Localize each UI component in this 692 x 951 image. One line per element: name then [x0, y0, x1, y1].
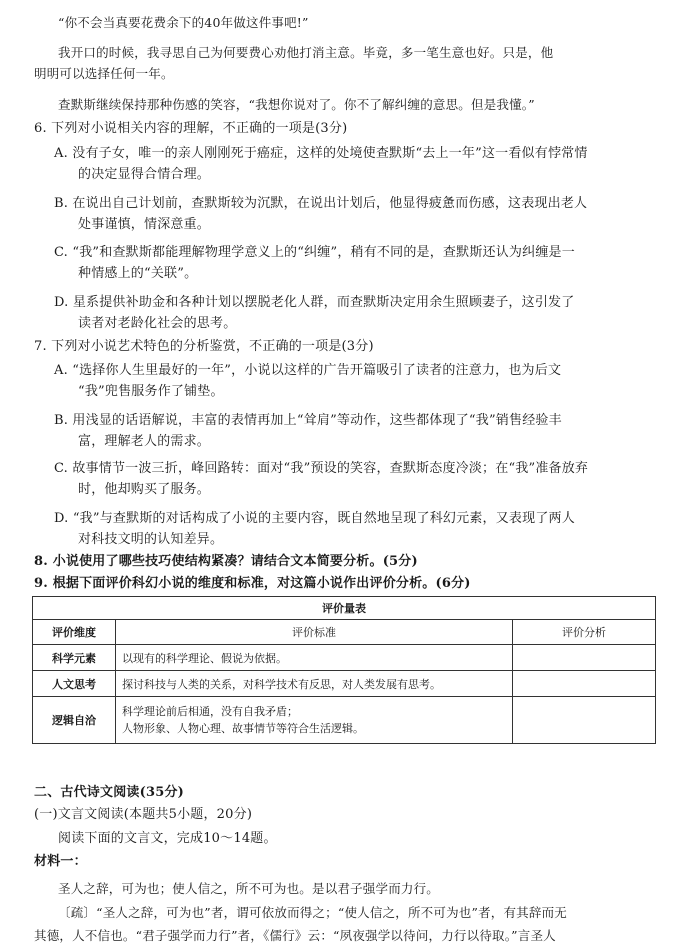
- q7-option-a-cont: “我”兜售服务作了铺垫。: [78, 384, 224, 399]
- q6-option-d-cont: 读者对老龄化社会的思考。: [78, 316, 237, 331]
- rubric-row: [33, 671, 656, 697]
- rubric-standard: 探讨科技与人类的关系，对科学技术有反思，对人类发展有思考。: [116, 671, 513, 697]
- passage-line: “你不会当真要花费余下的40年做这件事吧!”: [58, 15, 309, 30]
- section-2-subtitle: (一)文言文阅读(本题共5小题，20分): [34, 807, 253, 822]
- classical-text-line: 〔疏〕“圣人之辞，可为也”者，谓可依放而得之；“使人信之，所不可为也”者，有其辞而无: [58, 905, 567, 920]
- q6-option-a: A. 没有子女，唯一的亲人刚刚死于癌症，这样的处境使查默斯“去上一年”这一看似有悖常情: [54, 146, 588, 161]
- rubric-dimension: 逻辑自洽: [33, 697, 116, 744]
- question-9: 9. 根据下面评价科幻小说的维度和标准，对这篇小说作出评价分析。(6分): [34, 576, 471, 591]
- q7-option-d-cont: 对科技文明的认知差异。: [78, 532, 224, 547]
- rubric-header-dimension: 评价维度: [33, 620, 116, 645]
- section-2-title: 二、古代诗文阅读(35分): [34, 785, 184, 800]
- question-8: 8. 小说使用了哪些技巧使结构紧凑？请结合文本简要分析。(5分): [34, 554, 418, 569]
- q7-option-b-cont: 富，理解老人的需求。: [78, 434, 211, 449]
- rubric-row: [33, 697, 656, 744]
- q7-option-a: A. “选择你人生里最好的一年”，小说以这样的广告开篇吸引了读者的注意力，也为后文: [54, 363, 562, 378]
- rubric-standard-line: 人物形象、人物心理、故事情节等符合生活逻辑。: [122, 722, 364, 735]
- rubric-standard-multiline: [116, 697, 513, 744]
- q6-option-c-cont: 种情感上的“关联”。: [78, 266, 198, 281]
- material-label: 材料一：: [34, 854, 87, 869]
- q6-option-d: D. 星系提供补助金和各种计划以摆脱老化人群，而查默斯决定用余生照顾妻子，这引发了: [54, 295, 575, 310]
- question-7-stem: 7. 下列对小说艺术特色的分析鉴赏，不正确的一项是(3分): [34, 339, 374, 354]
- q6-option-c: C. “我”和查默斯都能理解物理学意义上的“纠缠”，稍有不同的是，查默斯还认为纠缠是一: [54, 245, 575, 260]
- q6-option-b-cont: 处事谨慎，情深意重。: [78, 217, 211, 232]
- q7-option-b: B. 用浅显的话语解说，丰富的表情再加上“耸肩”等动作，这些都体现了“我”销售经验丰: [54, 413, 562, 428]
- passage-line: 我开口的时候，我寻思自己为何要费心劝他打消主意。毕竟，多一笔生意也好。只是，他: [58, 45, 554, 60]
- section-2-instruction: 阅读下面的文言文，完成10～14题。: [58, 831, 277, 846]
- rubric-analysis-cell[interactable]: [513, 697, 656, 744]
- classical-text-line: 圣人之辞，可为也；使人信之，所不可为也。是以君子强学而力行。: [58, 881, 440, 896]
- rubric-dimension: 人文思考: [33, 671, 116, 697]
- question-6-stem: 6. 下列对小说相关内容的理解，不正确的一项是(3分): [34, 121, 348, 136]
- rubric-standard-line: 科学理论前后相通，没有自我矛盾；: [122, 705, 298, 718]
- classical-text-line: 其德，人不信也。“君子强学而力行”者，《儒行》云：“夙夜强学以待问，力行以待取。”言圣人: [34, 928, 556, 943]
- rubric-row: [33, 645, 656, 671]
- q7-option-c: C. 故事情节一波三折，峰回路转：面对“我”预设的笑容，查默斯态度冷淡；在“我”准备放弃: [54, 461, 589, 476]
- passage-line: 明明可以选择任何一年。: [34, 66, 174, 81]
- evaluation-rubric-table: [32, 596, 656, 744]
- q7-option-c-cont: 时，他却购买了服务。: [78, 482, 211, 497]
- rubric-analysis-cell[interactable]: [513, 671, 656, 697]
- q7-option-d: D. “我”与查默斯的对话构成了小说的主要内容，既自然地呈现了科幻元素，又表现了两人: [54, 511, 575, 526]
- rubric-standard: 以现有的科学理论、假说为依据。: [116, 645, 513, 671]
- rubric-header-analysis: 评价分析: [513, 620, 656, 645]
- rubric-header-standard: 评价标准: [116, 620, 513, 645]
- passage-line: 查默斯继续保持那种伤感的笑容，“我想你说对了。你不了解纠缠的意思。但是我懂。”: [58, 97, 535, 112]
- rubric-caption: 评价量表: [33, 597, 656, 620]
- q6-option-b: B. 在说出自己计划前，查默斯较为沉默，在说出计划后，他显得疲惫而伤感，这表现出老人: [54, 196, 588, 211]
- rubric-analysis-cell[interactable]: [513, 645, 656, 671]
- q6-option-a-cont: 的决定显得合情合理。: [78, 167, 211, 182]
- rubric-dimension: 科学元素: [33, 645, 116, 671]
